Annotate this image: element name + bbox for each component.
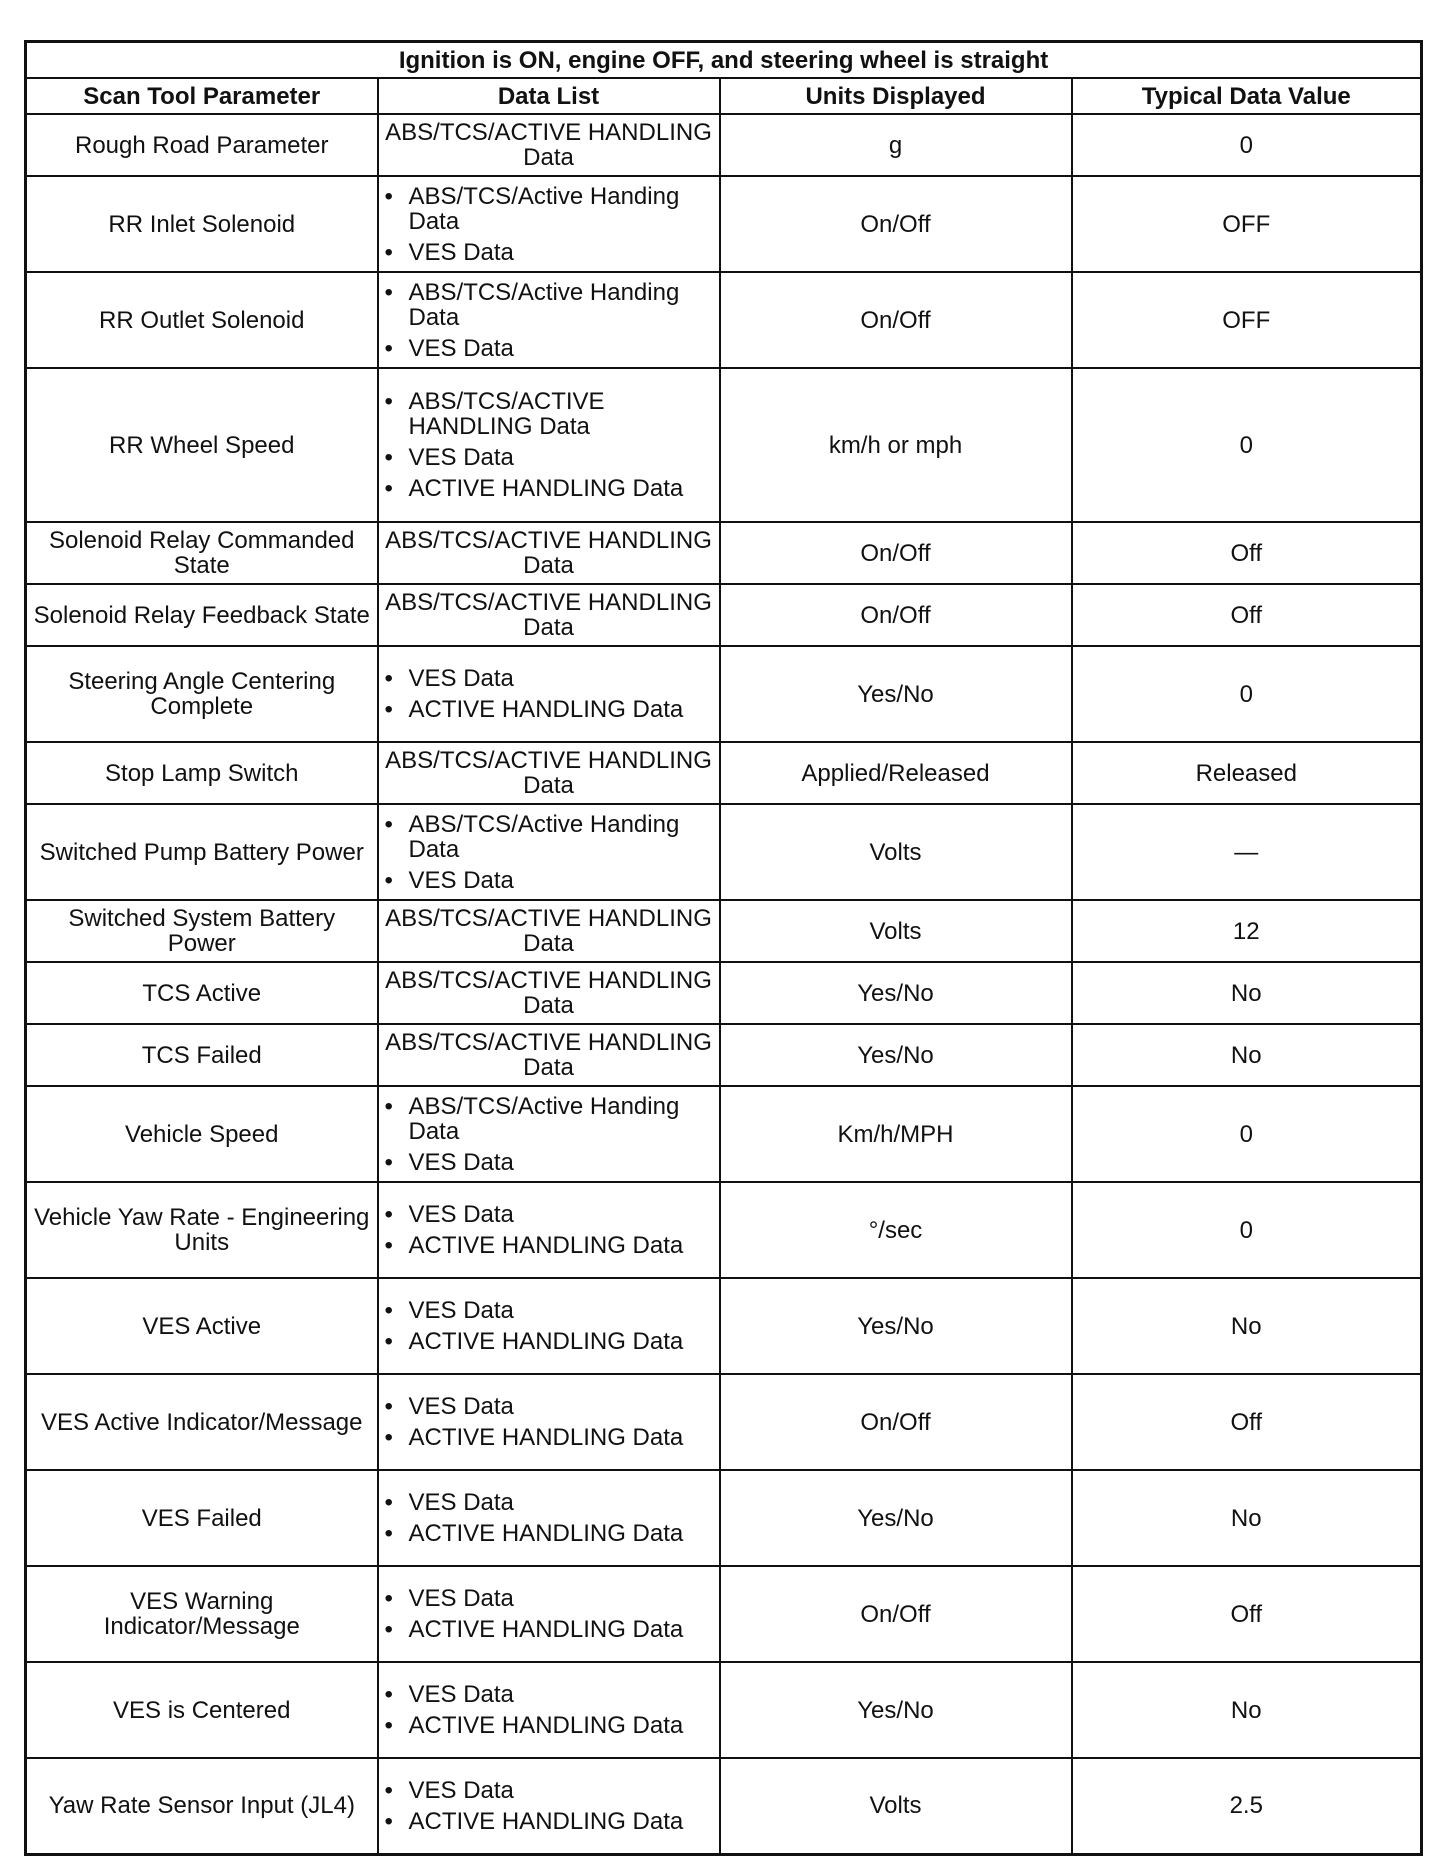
- parameter-cell: Solenoid Relay Commanded State: [26, 522, 378, 584]
- table-row: [26, 1182, 1422, 1278]
- scan-tool-data-table: [24, 40, 1423, 1856]
- parameter-cell: VES Active Indicator/Message: [26, 1374, 378, 1470]
- table-row: [26, 522, 1422, 584]
- header-units-displayed: Units Displayed: [720, 78, 1072, 114]
- data-list-item: • VES Data: [385, 445, 713, 470]
- typical-value-cell: No: [1072, 1662, 1422, 1758]
- typical-value-cell: 0: [1072, 368, 1422, 522]
- typical-value-cell: OFF: [1072, 176, 1422, 272]
- data-list-item: • VES Data: [385, 1298, 713, 1323]
- parameter-cell: VES is Centered: [26, 1662, 378, 1758]
- units-cell: On/Off: [720, 584, 1072, 646]
- units-cell: km/h or mph: [720, 368, 1072, 522]
- data-list-item: • ABS/TCS/Active Handing Data: [385, 280, 713, 330]
- data-list-text: ABS/TCS/ACTIVE HANDLING Data: [385, 967, 712, 1019]
- parameter-cell: RR Wheel Speed: [26, 368, 378, 522]
- parameter-cell: VES Active: [26, 1278, 378, 1374]
- table-row: [26, 1566, 1422, 1662]
- table-body: [26, 114, 1422, 1854]
- data-list-item: • VES Data: [385, 1394, 713, 1419]
- data-list-item: • ABS/TCS/ACTIVE HANDLING Data: [385, 389, 713, 439]
- data-list-bullets: [385, 1490, 713, 1546]
- data-list-cell: [378, 742, 720, 804]
- typical-value-cell: 0: [1072, 1182, 1422, 1278]
- parameter-cell: Yaw Rate Sensor Input (JL4): [26, 1758, 378, 1854]
- typical-value-cell: Off: [1072, 1374, 1422, 1470]
- table-row: [26, 584, 1422, 646]
- typical-value-cell: No: [1072, 1470, 1422, 1566]
- units-cell: Volts: [720, 804, 1072, 900]
- data-list-bullets: [385, 1778, 713, 1834]
- data-list-item: • ABS/TCS/Active Handing Data: [385, 184, 713, 234]
- data-list-item: • VES Data: [385, 1778, 713, 1803]
- data-list-bullets: [385, 812, 713, 893]
- data-list-text: ABS/TCS/ACTIVE HANDLING Data: [385, 589, 712, 641]
- data-list-bullets: [385, 1682, 713, 1738]
- units-cell: Yes/No: [720, 1662, 1072, 1758]
- table-row: [26, 962, 1422, 1024]
- data-list-cell: [378, 1086, 720, 1182]
- data-list-item: • ACTIVE HANDLING Data: [385, 1713, 713, 1738]
- parameter-cell: Stop Lamp Switch: [26, 742, 378, 804]
- table-row: [26, 114, 1422, 176]
- data-list-cell: [378, 804, 720, 900]
- units-cell: On/Off: [720, 1374, 1072, 1470]
- units-cell: Yes/No: [720, 646, 1072, 742]
- parameter-cell: Switched System Battery Power: [26, 900, 378, 962]
- units-cell: On/Off: [720, 1566, 1072, 1662]
- data-list-item: • VES Data: [385, 336, 713, 361]
- data-list-cell: [378, 1278, 720, 1374]
- table-row: [26, 1086, 1422, 1182]
- data-list-item: • ACTIVE HANDLING Data: [385, 1233, 713, 1258]
- units-cell: Volts: [720, 1758, 1072, 1854]
- data-list-item: • ACTIVE HANDLING Data: [385, 697, 713, 722]
- data-list-item: • ACTIVE HANDLING Data: [385, 476, 713, 501]
- parameter-cell: RR Inlet Solenoid: [26, 176, 378, 272]
- typical-value-cell: Off: [1072, 522, 1422, 584]
- table-row: [26, 804, 1422, 900]
- table-row: [26, 1758, 1422, 1854]
- units-cell: °/sec: [720, 1182, 1072, 1278]
- header-typical-data-value: Typical Data Value: [1072, 78, 1422, 114]
- table-row: [26, 1374, 1422, 1470]
- data-list-cell: [378, 1662, 720, 1758]
- table-row: [26, 900, 1422, 962]
- data-list-item: • VES Data: [385, 1682, 713, 1707]
- parameter-cell: Rough Road Parameter: [26, 114, 378, 176]
- units-cell: On/Off: [720, 176, 1072, 272]
- parameter-cell: Vehicle Speed: [26, 1086, 378, 1182]
- table-row: [26, 1024, 1422, 1086]
- data-list-bullets: [385, 1394, 713, 1450]
- parameter-cell: TCS Active: [26, 962, 378, 1024]
- units-cell: Yes/No: [720, 962, 1072, 1024]
- data-list-item: • VES Data: [385, 1202, 713, 1227]
- data-list-item: • ABS/TCS/Active Handing Data: [385, 812, 713, 862]
- data-list-item: • VES Data: [385, 1490, 713, 1515]
- typical-value-cell: OFF: [1072, 272, 1422, 368]
- parameter-cell: Vehicle Yaw Rate - Engineering Units: [26, 1182, 378, 1278]
- table-row: [26, 368, 1422, 522]
- units-cell: Applied/Released: [720, 742, 1072, 804]
- data-list-item: • ACTIVE HANDLING Data: [385, 1521, 713, 1546]
- table-row: [26, 646, 1422, 742]
- units-cell: Yes/No: [720, 1024, 1072, 1086]
- data-list-item: • VES Data: [385, 1150, 713, 1175]
- typical-value-cell: Released: [1072, 742, 1422, 804]
- units-cell: On/Off: [720, 522, 1072, 584]
- data-list-item: • ACTIVE HANDLING Data: [385, 1809, 713, 1834]
- parameter-cell: VES Warning Indicator/Message: [26, 1566, 378, 1662]
- data-list-cell: [378, 114, 720, 176]
- parameter-cell: TCS Failed: [26, 1024, 378, 1086]
- data-list-item: • ABS/TCS/Active Handing Data: [385, 1094, 713, 1144]
- parameter-cell: VES Failed: [26, 1470, 378, 1566]
- data-list-cell: [378, 1758, 720, 1854]
- data-list-text: ABS/TCS/ACTIVE HANDLING Data: [385, 119, 712, 171]
- data-list-cell: [378, 176, 720, 272]
- data-list-item: • ACTIVE HANDLING Data: [385, 1329, 713, 1354]
- data-list-cell: [378, 368, 720, 522]
- data-list-cell: [378, 900, 720, 962]
- typical-value-cell: 12: [1072, 900, 1422, 962]
- units-cell: Volts: [720, 900, 1072, 962]
- data-list-cell: [378, 1470, 720, 1566]
- units-cell: Km/h/MPH: [720, 1086, 1072, 1182]
- parameter-cell: Switched Pump Battery Power: [26, 804, 378, 900]
- data-list-cell: [378, 1182, 720, 1278]
- typical-value-cell: No: [1072, 1024, 1422, 1086]
- units-cell: Yes/No: [720, 1278, 1072, 1374]
- table-row: [26, 1662, 1422, 1758]
- header-data-list: Data List: [378, 78, 720, 114]
- data-list-bullets: [385, 1586, 713, 1642]
- data-list-item: • VES Data: [385, 1586, 713, 1611]
- data-list-item: • VES Data: [385, 666, 713, 691]
- typical-value-cell: —: [1072, 804, 1422, 900]
- data-list-text: ABS/TCS/ACTIVE HANDLING Data: [385, 527, 712, 579]
- table-title: Ignition is ON, engine OFF, and steering wheel is straight: [26, 42, 1422, 79]
- typical-value-cell: 0: [1072, 1086, 1422, 1182]
- data-list-text: ABS/TCS/ACTIVE HANDLING Data: [385, 1029, 712, 1081]
- data-list-bullets: [385, 1202, 713, 1258]
- data-list-cell: [378, 1566, 720, 1662]
- data-list-text: ABS/TCS/ACTIVE HANDLING Data: [385, 905, 712, 957]
- typical-value-cell: No: [1072, 962, 1422, 1024]
- header-scan-tool-parameter: Scan Tool Parameter: [26, 78, 378, 114]
- table-row: [26, 1470, 1422, 1566]
- units-cell: On/Off: [720, 272, 1072, 368]
- data-list-bullets: [385, 389, 713, 501]
- typical-value-cell: 0: [1072, 114, 1422, 176]
- data-list-cell: [378, 1024, 720, 1086]
- data-list-bullets: [385, 280, 713, 361]
- units-cell: g: [720, 114, 1072, 176]
- data-list-cell: [378, 584, 720, 646]
- data-list-item: • ACTIVE HANDLING Data: [385, 1425, 713, 1450]
- typical-value-cell: Off: [1072, 1566, 1422, 1662]
- data-list-cell: [378, 522, 720, 584]
- header-row: [26, 78, 1422, 114]
- data-list-bullets: [385, 1094, 713, 1175]
- parameter-cell: RR Outlet Solenoid: [26, 272, 378, 368]
- data-list-bullets: [385, 666, 713, 722]
- data-list-cell: [378, 1374, 720, 1470]
- data-list-cell: [378, 646, 720, 742]
- typical-value-cell: No: [1072, 1278, 1422, 1374]
- data-list-text: ABS/TCS/ACTIVE HANDLING Data: [385, 747, 712, 799]
- data-list-bullets: [385, 1298, 713, 1354]
- parameter-cell: Steering Angle Centering Complete: [26, 646, 378, 742]
- data-list-cell: [378, 272, 720, 368]
- parameter-cell: Solenoid Relay Feedback State: [26, 584, 378, 646]
- typical-value-cell: 2.5: [1072, 1758, 1422, 1854]
- data-list-cell: [378, 962, 720, 1024]
- data-list-item: • VES Data: [385, 868, 713, 893]
- data-list-item: • ACTIVE HANDLING Data: [385, 1617, 713, 1642]
- table-row: [26, 176, 1422, 272]
- table-row: [26, 1278, 1422, 1374]
- table-row: [26, 742, 1422, 804]
- table-row: [26, 272, 1422, 368]
- typical-value-cell: Off: [1072, 584, 1422, 646]
- units-cell: Yes/No: [720, 1470, 1072, 1566]
- typical-value-cell: 0: [1072, 646, 1422, 742]
- data-list-item: • VES Data: [385, 240, 713, 265]
- data-list-bullets: [385, 184, 713, 265]
